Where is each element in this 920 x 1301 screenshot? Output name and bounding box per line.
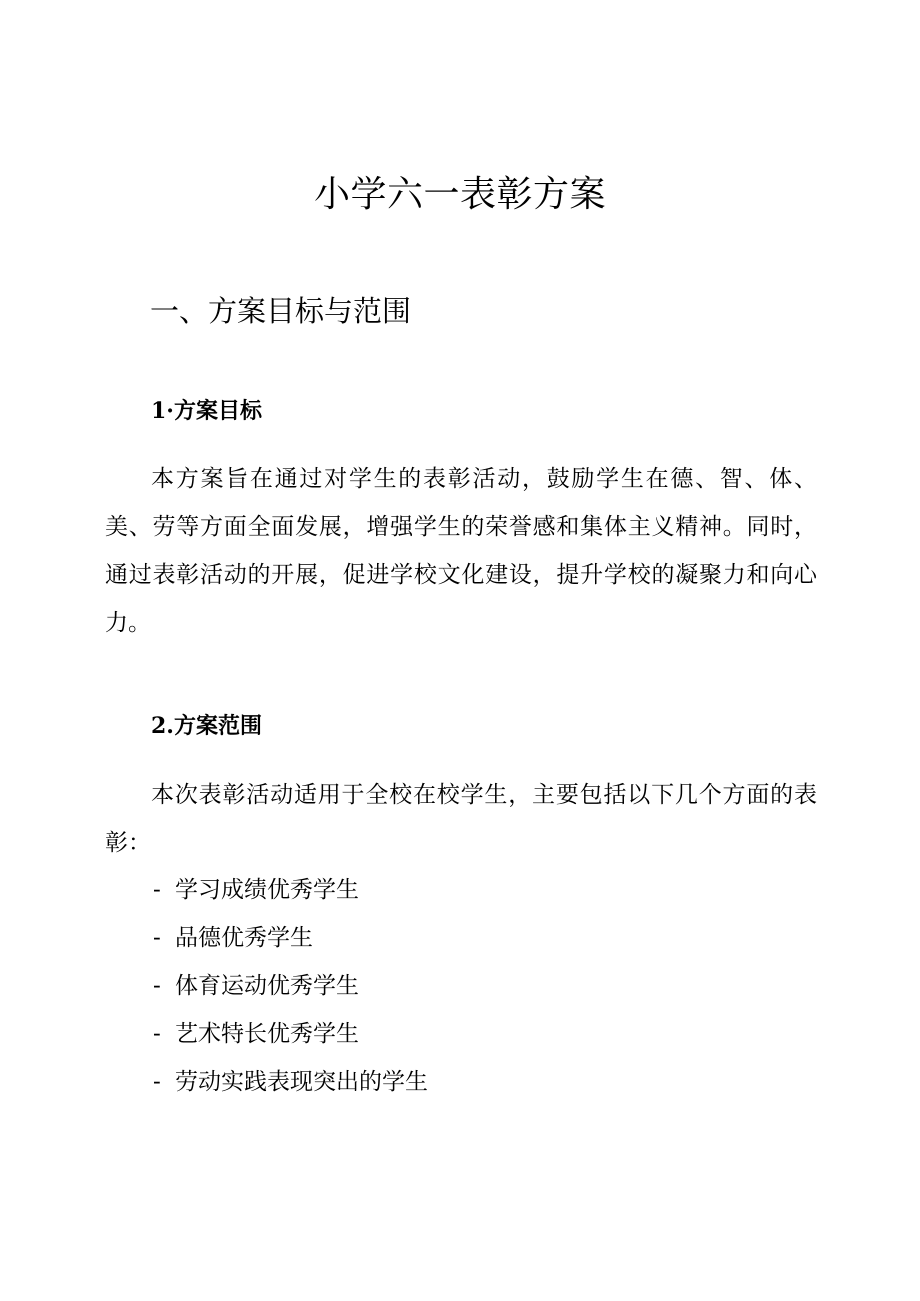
award-category-list — [153, 866, 428, 1106]
list-bullet: - — [153, 877, 161, 903]
list-item-text: 体育运动优秀学生 — [175, 973, 359, 999]
scope-heading: 2.方案范围 — [151, 713, 262, 739]
list-bullet: - — [153, 1069, 161, 1095]
list-item — [153, 1010, 428, 1058]
list-item — [153, 866, 428, 914]
list-item — [153, 914, 428, 962]
document-title: 小学六一表彰方案 — [313, 174, 606, 215]
goal-paragraph: 本方案旨在通过对学生的表彰活动，鼓励学生在德、智、体、美、劳等方面全面发展，增强学生的荣誉感和集体主义精神。同时，通过表彰活动的开展，促进学校文化建设，提升学校的凝聚力和向心力。 — [105, 466, 817, 636]
list-item — [153, 1058, 428, 1106]
list-item-text: 劳动实践表现突出的学生 — [175, 1069, 428, 1095]
list-bullet: - — [153, 973, 161, 999]
scope-paragraph: 本次表彰活动适用于全校在校学生，主要包括以下几个方面的表彰： — [105, 782, 817, 856]
list-bullet: - — [153, 1021, 161, 1047]
list-item-text: 学习成绩优秀学生 — [175, 877, 359, 903]
list-item-text: 艺术特长优秀学生 — [175, 1021, 359, 1047]
list-item-text: 品德优秀学生 — [175, 925, 313, 951]
goal-heading: 1·方案目标 — [151, 398, 262, 424]
section-heading: 一、方案目标与范围 — [150, 294, 412, 328]
list-bullet: - — [153, 925, 161, 951]
list-item — [153, 962, 428, 1010]
